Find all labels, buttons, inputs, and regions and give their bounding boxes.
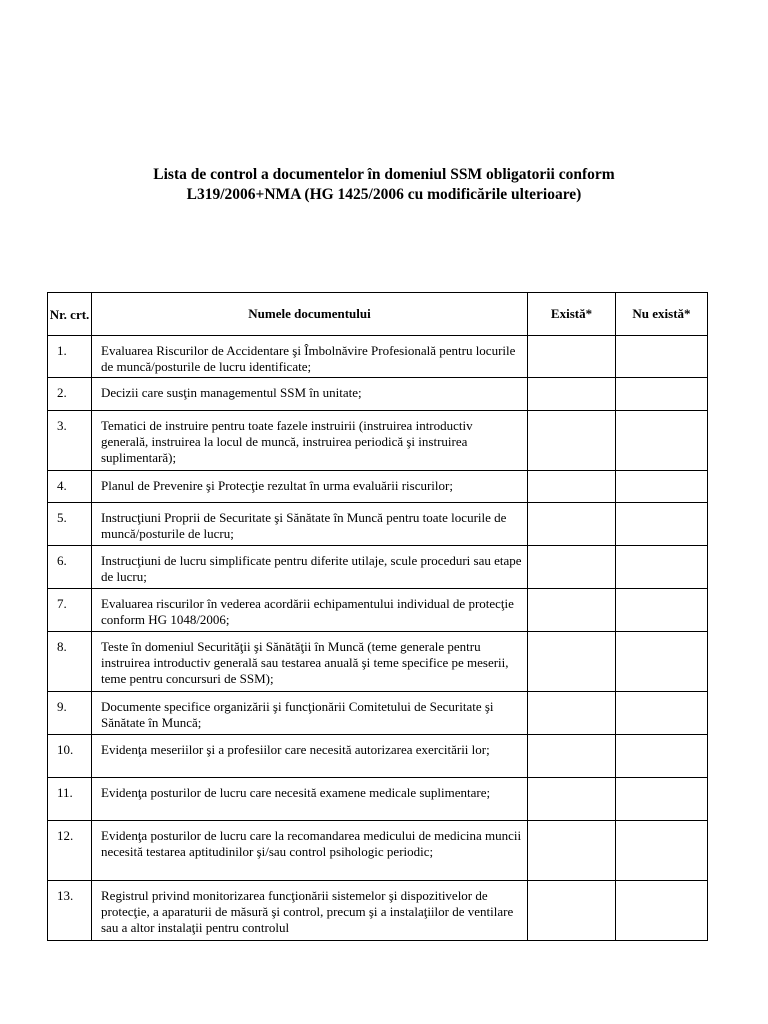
header-document: Numele documentului [92, 293, 528, 336]
nu-exista-cell[interactable] [616, 378, 708, 411]
document-name-text: Documente specifice organizării şi funcţionării Comitetului de Securitate şi Sănătate în Muncă; [101, 699, 494, 730]
table-row [48, 503, 708, 546]
exista-cell[interactable] [528, 336, 616, 378]
row-number: 2. [48, 378, 92, 411]
row-number: 13. [48, 881, 92, 941]
document-name-text: Tematici de instruire pentru toate fazele instruirii (instruirea introductiv generală, instruirea la locul de muncă, instruirea periodică şi instruirea suplimentară); [101, 418, 473, 465]
document-name [92, 881, 528, 941]
document-name [92, 411, 528, 471]
exista-cell[interactable] [528, 778, 616, 821]
document-name [92, 735, 528, 778]
title-line-1: Lista de control a documentelor în domeniul SSM obligatorii conform [153, 166, 615, 183]
document-name [92, 378, 528, 411]
table-row [48, 735, 708, 778]
document-name [92, 471, 528, 503]
nu-exista-cell[interactable] [616, 411, 708, 471]
document-name-text: Registrul privind monitorizarea funcţionării sistemelor şi dispozitivelor de protecţie, a aparaturii de măsură şi control, precum şi a instalaţiilor de ventilare sau a altor instalaţii pentru controlul [101, 888, 514, 935]
row-number: 9. [48, 692, 92, 735]
document-name [92, 821, 528, 881]
document-name-text: Decizii care susţin managementul SSM în unitate; [101, 385, 362, 400]
nu-exista-cell[interactable] [616, 546, 708, 589]
document-title [0, 165, 768, 205]
exista-cell[interactable] [528, 503, 616, 546]
exista-cell[interactable] [528, 378, 616, 411]
table-row [48, 411, 708, 471]
row-number: 8. [48, 632, 92, 692]
row-number: 10. [48, 735, 92, 778]
exista-cell[interactable] [528, 821, 616, 881]
table-row [48, 692, 708, 735]
table-row [48, 378, 708, 411]
document-name-text: Instrucţiuni de lucru simplificate pentru diferite utilaje, scule proceduri sau etape de lucru; [101, 553, 522, 584]
nu-exista-cell[interactable] [616, 881, 708, 941]
nu-exista-cell[interactable] [616, 589, 708, 632]
document-name-text: Evidenţa posturilor de lucru care necesită examene medicale suplimentare; [101, 785, 491, 800]
table-row [48, 471, 708, 503]
document-name [92, 589, 528, 632]
exista-cell[interactable] [528, 546, 616, 589]
table-row [48, 336, 708, 378]
nu-exista-cell[interactable] [616, 503, 708, 546]
nu-exista-cell[interactable] [616, 471, 708, 503]
table-row [48, 821, 708, 881]
header-exista: Există* [528, 293, 616, 336]
exista-cell[interactable] [528, 735, 616, 778]
exista-cell[interactable] [528, 411, 616, 471]
document-name [92, 503, 528, 546]
row-number: 12. [48, 821, 92, 881]
document-name-text: Evaluarea riscurilor în vederea acordării echipamentului individual de protecţie conform HG 1048/2006; [101, 596, 514, 627]
document-name [92, 546, 528, 589]
document-name [92, 336, 528, 378]
document-name [92, 692, 528, 735]
table-row [48, 632, 708, 692]
table-header-row [48, 293, 708, 336]
table-row [48, 778, 708, 821]
nu-exista-cell[interactable] [616, 735, 708, 778]
exista-cell[interactable] [528, 589, 616, 632]
title-line-2: L319/2006+NMA (HG 1425/2006 cu modificările ulterioare) [186, 186, 582, 203]
row-number: 6. [48, 546, 92, 589]
document-name-text: Teste în domeniul Securităţii şi Sănătăţii în Muncă (teme generale pentru instruirea introductiv generală sau testarea anuală şi teme specifice pe meserii, teme pentru concursuri de SSM); [101, 639, 509, 686]
header-nr: Nr. crt. [48, 293, 92, 336]
exista-cell[interactable] [528, 632, 616, 692]
exista-cell[interactable] [528, 471, 616, 503]
document-name [92, 632, 528, 692]
exista-cell[interactable] [528, 692, 616, 735]
document-name-text: Planul de Prevenire şi Protecţie rezultat în urma evaluării riscurilor; [101, 478, 453, 493]
checklist-table [47, 292, 708, 941]
header-nu-exista: Nu există* [616, 293, 708, 336]
nu-exista-cell[interactable] [616, 632, 708, 692]
nu-exista-cell[interactable] [616, 336, 708, 378]
document-name [92, 778, 528, 821]
table-row [48, 589, 708, 632]
document-name-text: Evidenţa posturilor de lucru care la recomandarea medicului de medicina muncii necesită testarea aptitudinilor şi/sau control psihologic periodic; [101, 828, 522, 859]
nu-exista-cell[interactable] [616, 778, 708, 821]
exista-cell[interactable] [528, 881, 616, 941]
document-name-text: Instrucţiuni Proprii de Securitate şi Sănătate în Muncă pentru toate locurile de muncă/posturile de lucru; [101, 510, 507, 541]
row-number: 4. [48, 471, 92, 503]
row-number: 7. [48, 589, 92, 632]
document-name-text: Evaluarea Riscurilor de Accidentare şi Îmbolnăvire Profesională pentru locurile de muncă/posturile de lucru identificate; [101, 343, 516, 374]
row-number: 11. [48, 778, 92, 821]
nu-exista-cell[interactable] [616, 692, 708, 735]
table-row [48, 546, 708, 589]
row-number: 1. [48, 336, 92, 378]
row-number: 5. [48, 503, 92, 546]
table-row [48, 881, 708, 941]
document-name-text: Evidenţa meseriilor şi a profesiilor care necesită autorizarea exercitării lor; [101, 742, 490, 757]
nu-exista-cell[interactable] [616, 821, 708, 881]
row-number: 3. [48, 411, 92, 471]
